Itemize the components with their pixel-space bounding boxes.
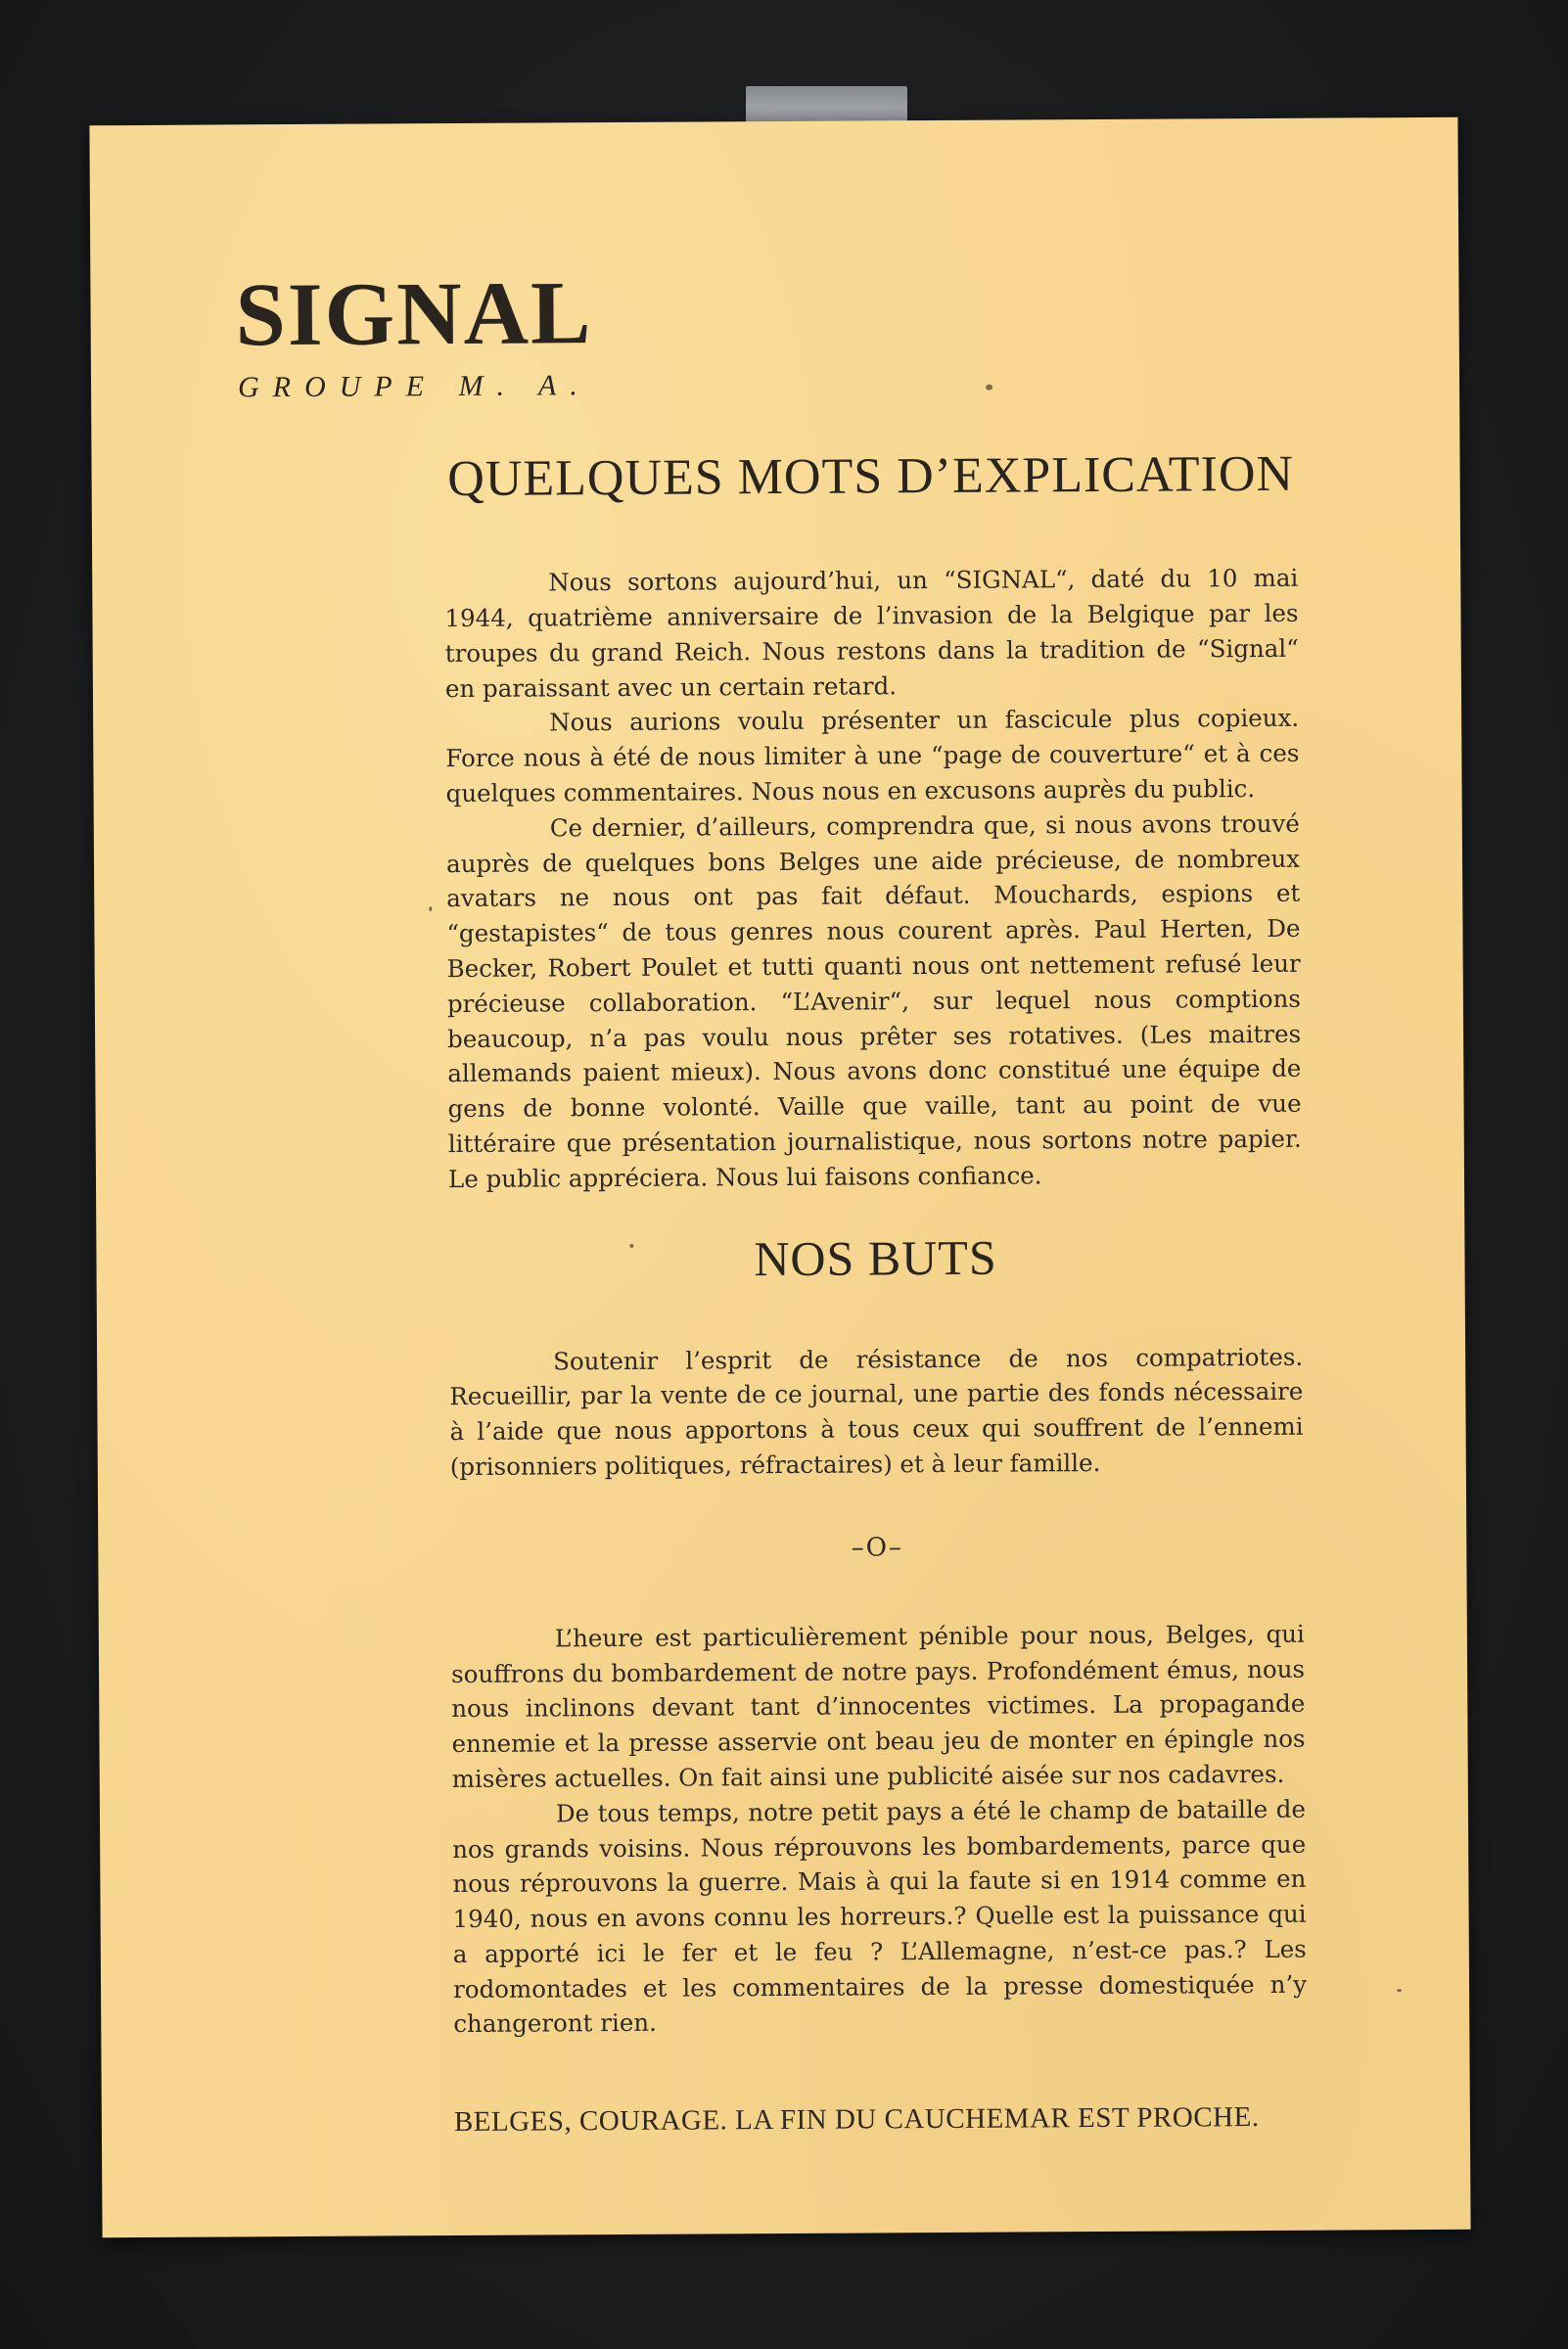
heading-explanation: QUELQUES MOTS D’EXPLICATION — [447, 445, 1295, 508]
ink-speck — [986, 385, 992, 391]
closing-slogan: BELGES, COURAGE. LA FIN DU CAUCHEMAR EST PROCHE. — [453, 2101, 1260, 2139]
document-sheet — [89, 117, 1470, 2237]
paragraph: L’heure est particulièrement pénible pour nous, Belges, qui souffrons du bombardement de notre pays. Profondément émus, nous nous inclinons devant tant d’innocentes victimes. La propagande ennemie et la presse asservie ont beau jeu de monter en épingle nos misères actuelles. On fait ainsi une publicité aisée sur nos cadavres. — [451, 1619, 1306, 1793]
paragraph: Nous aurions voulu présenter un fascicule plus copieux. Force nous à été de nous limiter à une “page de couverture“ et à ces quelques commentaires. Nous nous en excusons auprès du public. — [445, 704, 1300, 808]
section-separator: –O– — [851, 1532, 904, 1563]
article-body — [443, 446, 1308, 2140]
masthead-subtitle: GROUPE M. A. — [237, 369, 591, 404]
paragraph: Soutenir l’esprit de résistance de nos compatriotes. Recueillir, par la vente de ce journal, une partie des fonds nécessaire à l’aide que nous apportons à tous ceux qui souffrent de l’ennemi (prisonniers politiques, réfractaires) et à leur famille. — [449, 1342, 1304, 1481]
ink-speck — [429, 906, 432, 911]
paragraph: Ce dernier, d’ailleurs, comprendra que, si nous avons trouvé auprès de quelques bons Belges une aide précieuse, de nombreux avatars ne nous ont pas fait défaut. Mouchards, espions et “gestapistes“ de tous genres nous courent après. Paul Herten, De Becker, Robert Poulet et tutti quanti nous ont nettement refusé leur précieuse collaboration. “L’Avenir“, sur lequel nous comptions beaucoup, n’a pas voulu nous prêter ses rotatives. (Les maitres allemands paient mieux). Nous avons donc constitué une équipe de gens de bonne volonté. Vaille que vaille, tant au point de vue littéraire que présentation journalistique, nous sortons notre papier. Le public appréciera. Nous lui faisons confiance. — [445, 808, 1302, 1193]
paragraph: Nous sortons aujourd’hui, un “SIGNAL“, daté du 10 mai 1944, quatrième anniversaire de l’invasion de la Belgique par les troupes du grand Reich. Nous restons dans la tradition de “Signal“ en paraissant avec un certain retard. — [444, 563, 1299, 703]
heading-goals: NOS BUTS — [754, 1229, 997, 1286]
ink-speck — [1397, 1989, 1402, 1992]
masthead-title: SIGNAL — [235, 262, 593, 365]
paragraph: De tous temps, notre petit pays a été le champ de bataille de nos grands voisins. Nous réprouvons les bombardements, parce que nous réprouvons la guerre. Mais à qui la faute si en 1914 comme en 1940, nous en avons connu les horreurs.? Quelle est la puissance qui a apporté ici le fer et le feu ? L’Allemagne, n’est-ce pas.? Les rodomontades et les commentaires de la presse domestiquée n’y changeront rien. — [452, 1794, 1308, 2039]
